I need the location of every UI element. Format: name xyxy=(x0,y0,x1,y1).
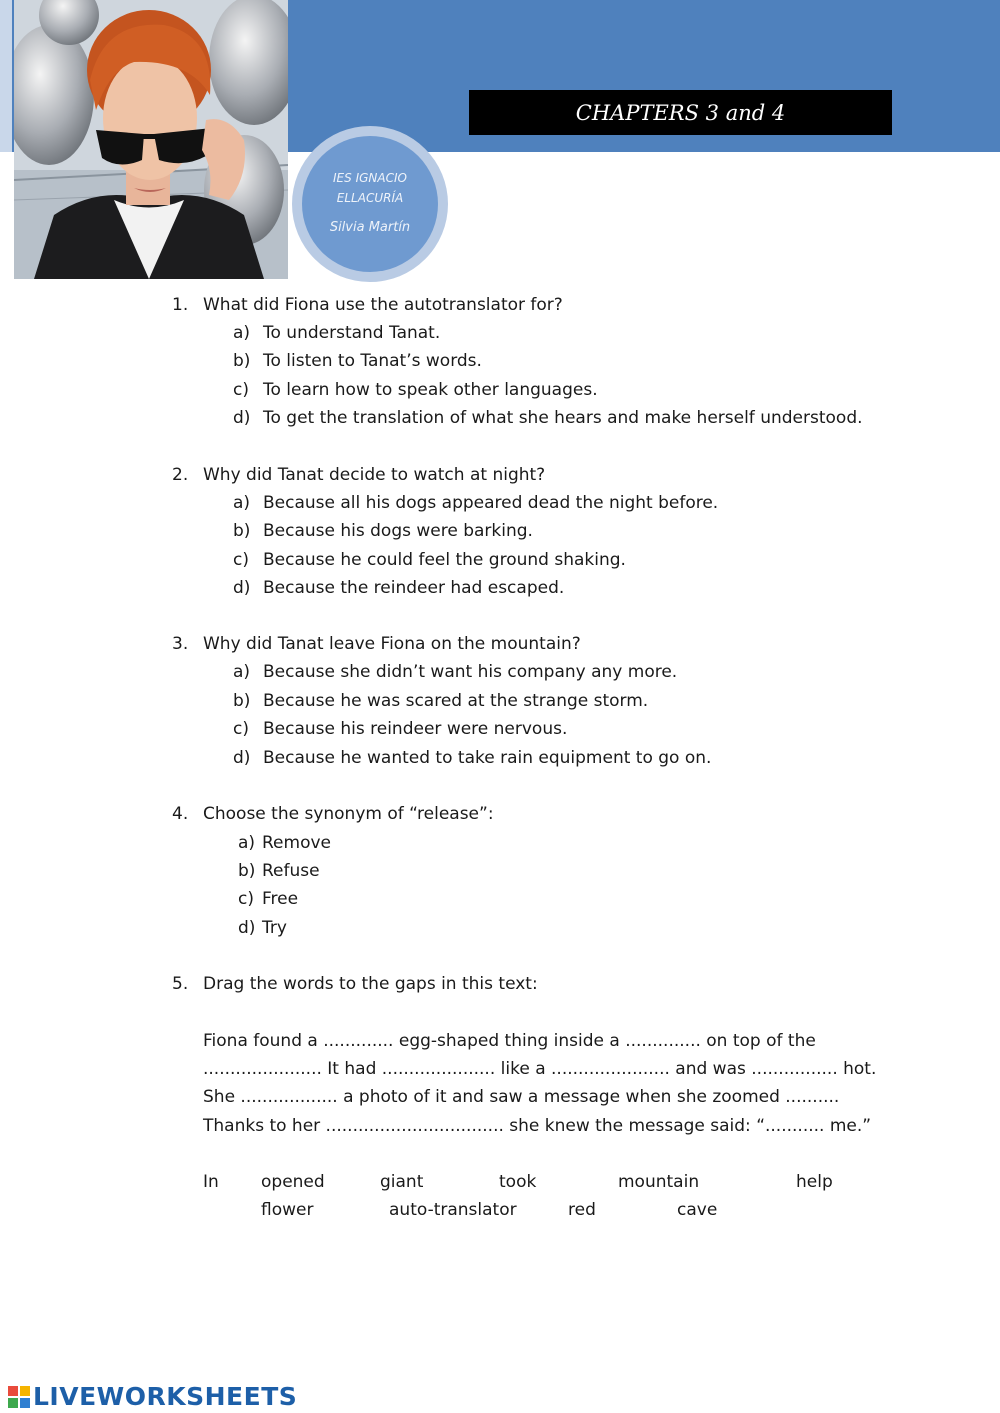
option-label: d) xyxy=(238,918,256,938)
q3-option-d[interactable] xyxy=(233,748,711,768)
word-bank-item[interactable]: In xyxy=(203,1172,219,1192)
q2-option-d[interactable] xyxy=(233,578,564,598)
word-bank-item[interactable]: mountain xyxy=(618,1172,700,1192)
question-2 xyxy=(172,465,545,485)
school-seal xyxy=(292,126,448,282)
woman-with-sunglasses-illustration xyxy=(14,0,288,279)
option-label: b) xyxy=(233,351,251,371)
q1-option-d[interactable] xyxy=(233,408,863,428)
q2-option-c[interactable] xyxy=(233,550,626,570)
word-bank-item[interactable]: cave xyxy=(677,1200,718,1220)
option-text: Free xyxy=(262,889,299,909)
question-1 xyxy=(172,295,563,315)
question-5 xyxy=(172,974,538,994)
gap-text-line-2[interactable]: ...................... It had ..................... like a ...................... and was ................ hot. xyxy=(203,1059,877,1079)
question-text: Why did Tanat leave Fiona on the mountain? xyxy=(203,634,581,654)
option-label: c) xyxy=(233,550,249,570)
option-label: a) xyxy=(233,662,251,682)
gap-text-line-4[interactable]: Thanks to her ................................. she knew the message said: “........... me.” xyxy=(203,1116,872,1136)
option-label: a) xyxy=(238,833,256,853)
q2-option-b[interactable] xyxy=(233,521,533,541)
option-text: Because he wanted to take rain equipment to go on. xyxy=(263,748,712,768)
word-bank-item[interactable]: flower xyxy=(261,1200,314,1220)
option-text: Refuse xyxy=(262,861,320,881)
logo-tiles-icon xyxy=(8,1386,30,1408)
q3-option-b[interactable] xyxy=(233,691,648,711)
option-text: To understand Tanat. xyxy=(263,323,441,343)
gap-text-line-1[interactable]: Fiona found a ............. egg-shaped thing inside a .............. on top of the xyxy=(203,1031,816,1051)
option-text: To listen to Tanat’s words. xyxy=(263,351,482,371)
option-text: Because his dogs were barking. xyxy=(263,521,533,541)
q1-option-a[interactable] xyxy=(233,323,440,343)
option-label: c) xyxy=(233,380,249,400)
option-text: Try xyxy=(262,918,287,938)
word-bank-item[interactable]: auto-translator xyxy=(389,1200,517,1220)
q4-option-a[interactable] xyxy=(238,833,331,853)
option-text: To learn how to speak other languages. xyxy=(263,380,598,400)
question-number: 2. xyxy=(172,465,189,485)
word-bank-item[interactable]: opened xyxy=(261,1172,325,1192)
brand-name: LIVEWORKSHEETS xyxy=(33,1382,298,1411)
option-text: Because he was scared at the strange storm. xyxy=(263,691,649,711)
question-3 xyxy=(172,634,581,654)
option-label: a) xyxy=(233,323,251,343)
q1-option-b[interactable] xyxy=(233,351,482,371)
chapter-title: CHAPTERS 3 and 4 xyxy=(575,100,786,125)
q2-option-a[interactable] xyxy=(233,493,718,513)
question-text: Choose the synonym of “release”: xyxy=(203,804,494,824)
q4-option-b[interactable] xyxy=(238,861,320,881)
q3-option-a[interactable] xyxy=(233,662,677,682)
question-text: Drag the words to the gaps in this text: xyxy=(203,974,538,994)
option-text: Because she didn’t want his company any more. xyxy=(263,662,678,682)
q3-option-c[interactable] xyxy=(233,719,567,739)
option-label: b) xyxy=(238,861,256,881)
option-text: Because his reindeer were nervous. xyxy=(263,719,568,739)
question-number: 4. xyxy=(172,804,189,824)
question-4 xyxy=(172,804,494,824)
option-text: To get the translation of what she hears and make herself understood. xyxy=(263,408,863,428)
option-label: c) xyxy=(238,889,254,909)
word-bank-item[interactable]: red xyxy=(568,1200,596,1220)
option-label: a) xyxy=(233,493,251,513)
option-label: d) xyxy=(233,748,251,768)
option-label: c) xyxy=(233,719,249,739)
word-bank-item[interactable]: help xyxy=(796,1172,833,1192)
liveworksheets-logo[interactable] xyxy=(8,1382,297,1411)
word-bank-item[interactable]: giant xyxy=(380,1172,424,1192)
question-number: 5. xyxy=(172,974,189,994)
option-text: Remove xyxy=(262,833,331,853)
banner-stripe xyxy=(0,0,12,152)
q4-option-d[interactable] xyxy=(238,918,287,938)
option-label: b) xyxy=(233,691,251,711)
option-text: Because the reindeer had escaped. xyxy=(263,578,565,598)
option-label: d) xyxy=(233,408,251,428)
gap-text-line-3[interactable]: She .................. a photo of it and saw a message when she zoomed .......... xyxy=(203,1087,840,1107)
chapter-title-box xyxy=(469,90,892,135)
cover-photo xyxy=(14,0,288,279)
school-name-line2: ELLACURÍA xyxy=(336,190,404,205)
question-number: 3. xyxy=(172,634,189,654)
q4-option-c[interactable] xyxy=(238,889,298,909)
option-label: b) xyxy=(233,521,251,541)
option-text: Because he could feel the ground shaking. xyxy=(263,550,626,570)
author-name: Silvia Martín xyxy=(329,219,411,235)
question-text: Why did Tanat decide to watch at night? xyxy=(203,465,546,485)
question-number: 1. xyxy=(172,295,189,315)
word-bank-item[interactable]: took xyxy=(499,1172,537,1192)
school-seal-inner xyxy=(302,136,438,272)
option-label: d) xyxy=(233,578,251,598)
question-text: What did Fiona use the autotranslator for? xyxy=(203,295,563,315)
q1-option-c[interactable] xyxy=(233,380,598,400)
school-name-line1: IES IGNACIO xyxy=(333,171,407,186)
option-text: Because all his dogs appeared dead the night before. xyxy=(263,493,719,513)
